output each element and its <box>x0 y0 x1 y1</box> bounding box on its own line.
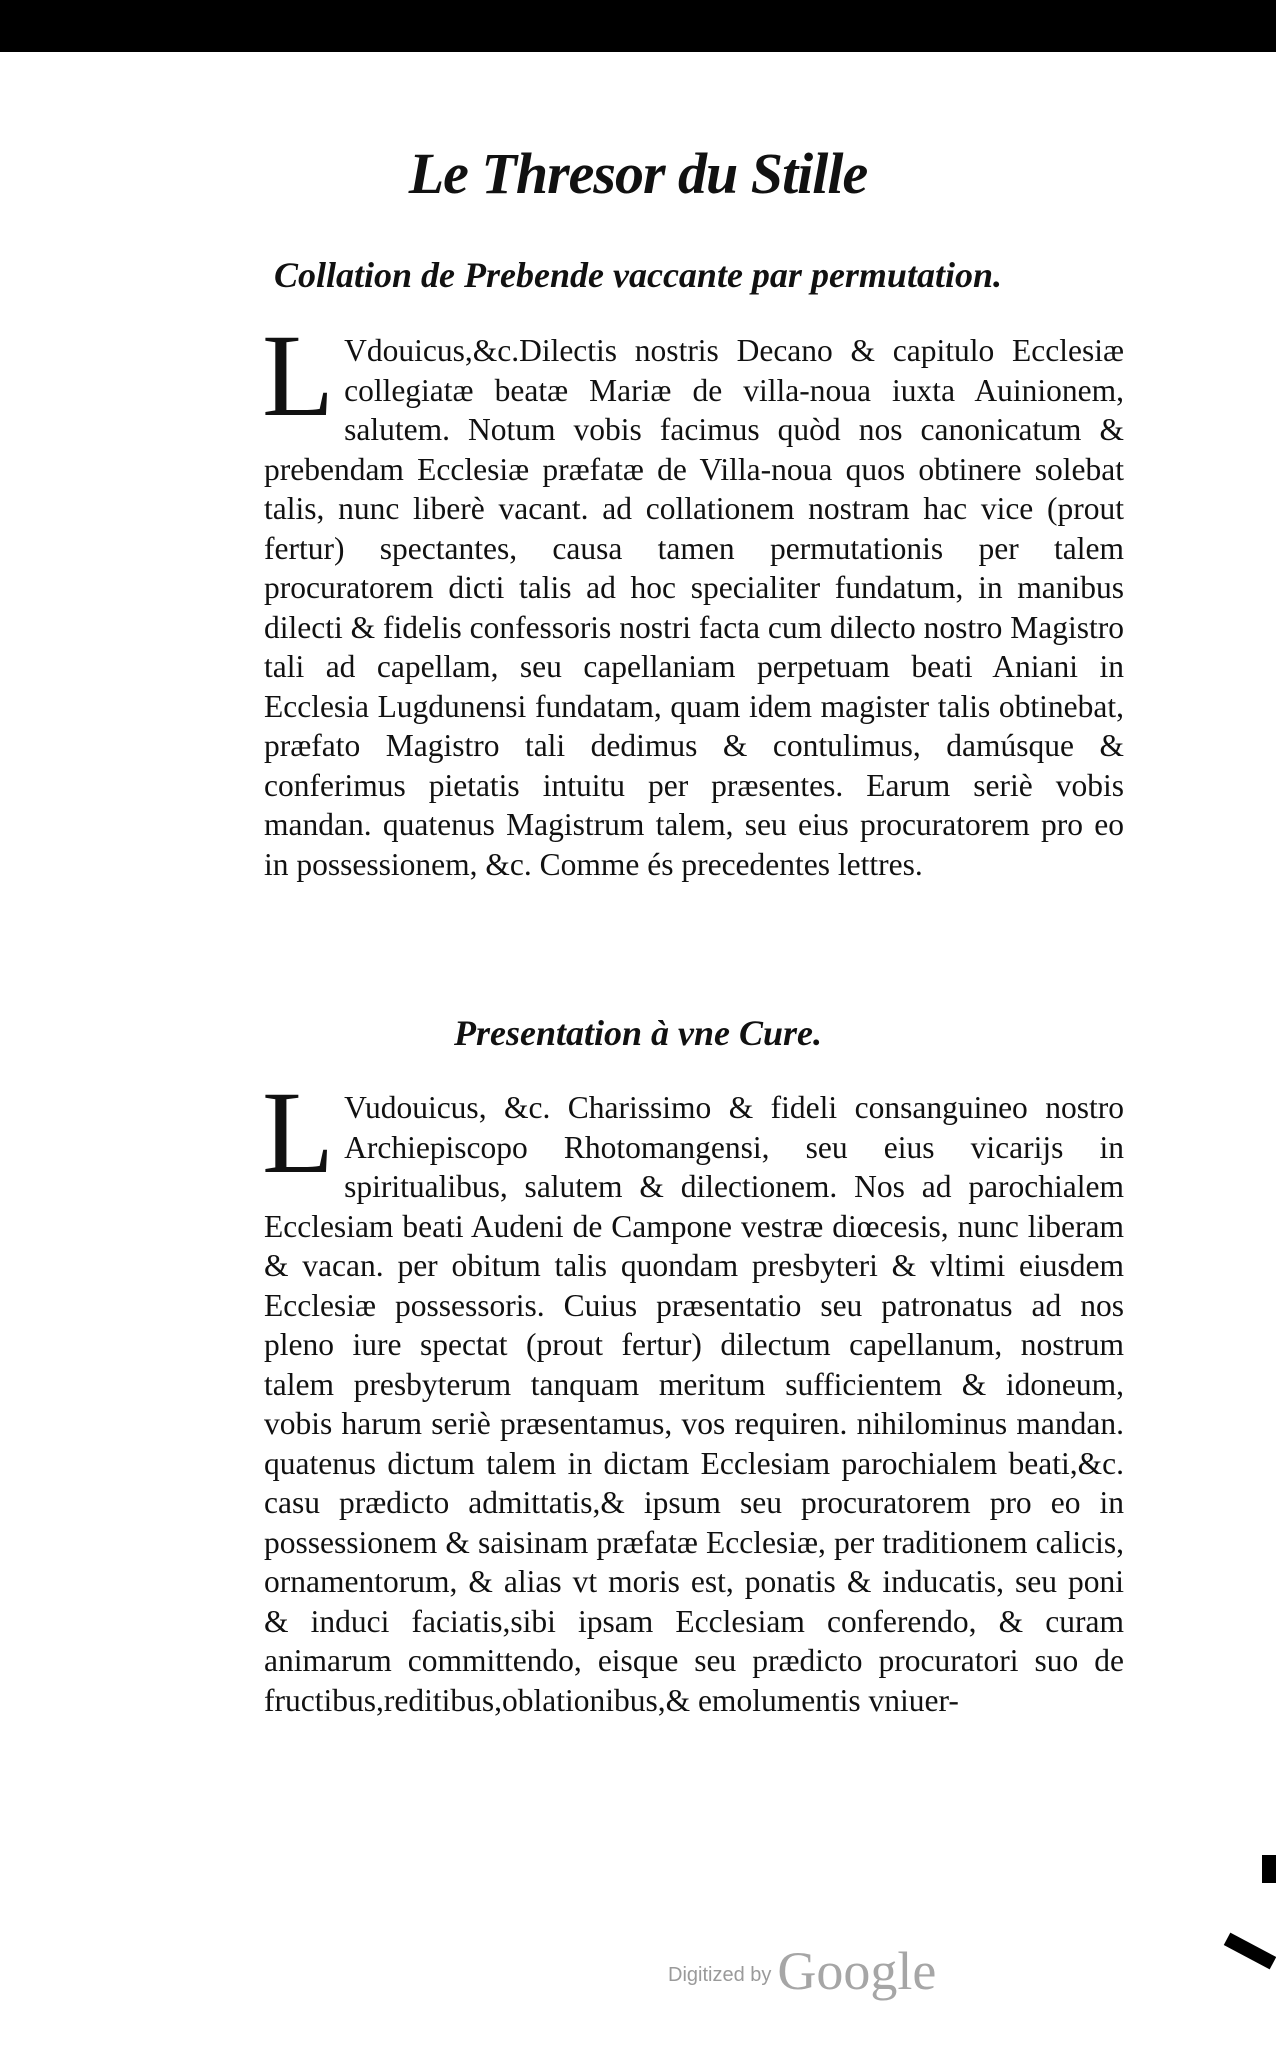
section-text-collation: Vdouicus,&c.Dilectis nostris Decano & capitulo Ecclesiæ collegiatæ beatæ Mariæ de villa-noua iuxta Auinionem, salutem. Notum vobis facimus quòd nos canonicatum & prebendam Ecclesiæ præfatæ de Villa-noua quos obtinere solebat talis, nunc liberè vacant. ad collationem nostram hac vice (prout fertur) spectantes, causa tamen permutationis per talem procuratorem dicti talis ad hoc specialiter fundatum, in manibus dilecti & fidelis confessoris nostri facta cum dilecto nostro Magistro tali ad capellam, seu capellaniam perpetuam beati Aniani in Ecclesia Lugdunensi fundatam, quam idem magister talis obtinebat, præfato Magistro tali dedimus & contulimus, damúsque & conferimus pietatis intuitu per præsentes. Earum seriè vobis mandan. quatenus Magistrum talem, seu eius procuratorem pro eo in possessionem, &c. Comme és precedentes lettres. <box>264 333 1124 882</box>
watermark-prefix: Digitized by <box>668 1964 772 1986</box>
section-title-collation: Collation de Prebende vaccante par permutation. <box>274 255 1002 295</box>
section-body-presentation <box>262 1067 1124 1720</box>
section-title-presentation: Presentation à vne Cure. <box>453 1013 822 1053</box>
drop-cap-initial: L <box>262 310 335 441</box>
section-text-presentation: Vudouicus, &c. Charissimo & fideli consanguineo nostro Archiepiscopo Rhotomangensi, seu eius vicarijs in spiritualibus, salutem & dilectionem. Nos ad parochialem Ecclesiam beati Audeni de Campone vestræ diœcesis, nunc liberam & vacan. per obitum talis quondam presbyteri & vltimi eiusdem Ecclesiæ possessoris. Cuius præsentatio seu patronatus ad nos pleno iure spectat (prout fertur) dilectum capellanum, nostrum talem presbyterum tanquam meritum sufficientem & idoneum, vobis harum seriè præsentamus, vos requiren. nihilominus mandan. quatenus dictum talem in dictam Ecclesiam parochialem beati,&c. casu prædicto admittatis,& ipsum seu procuratorem pro eo in possessionem & saisinam præfatæ Ecclesiæ, per traditionem calicis, ornamentorum, & alias vt moris est, ponatis & inducatis, seu poni & induci faciatis,sibi ipsam Ecclesiam conferendo, & curam animarum committendo, eisque seu prædicto procuratori suo de fructibus,reditibus,oblationibus,& emolumentis vniuer- <box>264 1090 1124 1718</box>
digitized-watermark <box>668 1940 936 2002</box>
scan-top-border <box>0 0 1276 52</box>
scan-edge-mark <box>1262 1855 1276 1883</box>
section-body-collation <box>262 310 1124 884</box>
watermark-brand: Google <box>777 1941 937 2001</box>
running-title: Le Thresor du Stille <box>408 141 868 206</box>
scan-edge-mark <box>1224 1933 1276 1970</box>
drop-cap-initial: L <box>262 1067 335 1198</box>
